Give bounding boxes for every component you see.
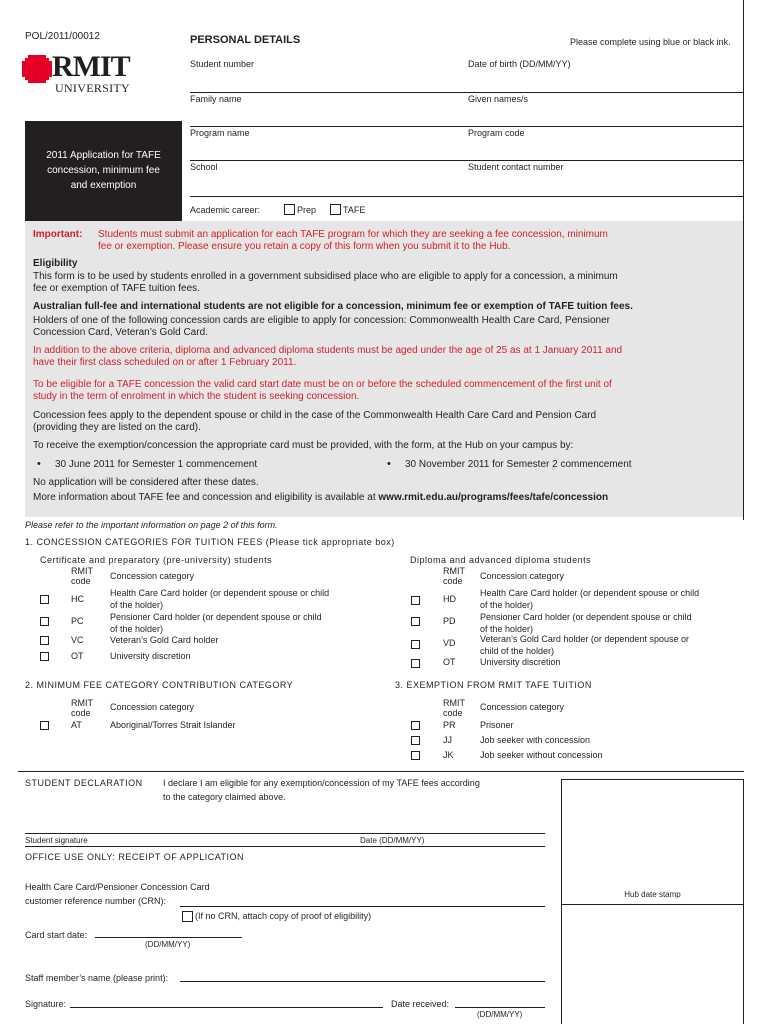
category-description — [480, 633, 689, 657]
category-description: Job seeker with concession — [480, 735, 591, 745]
important-label: Important: — [33, 229, 83, 240]
category-line: of the holder) — [110, 600, 164, 610]
program-name-label: Program name — [190, 128, 250, 138]
pr-checkbox[interactable] — [411, 721, 420, 730]
category-line: of the holder) — [480, 624, 534, 634]
diploma-subheading: Diploma and advanced diploma students — [410, 555, 592, 565]
category-description: Job seeker without concession — [480, 750, 603, 760]
category-code: AT — [71, 720, 82, 730]
signature-line[interactable] — [25, 833, 545, 834]
jj-checkbox[interactable] — [411, 736, 420, 745]
category-description: Veteran’s Gold Card holder — [110, 635, 219, 645]
declaration-date-label: Date (DD/MM/YY) — [360, 836, 425, 845]
certificate-subheading: Certificate and preparatory (pre-university) students — [40, 555, 273, 565]
category-line: of the holder) — [110, 624, 164, 634]
hub-date-stamp-box — [561, 779, 744, 1024]
category-line: Health Care Card holder (or dependent spouse or child — [480, 588, 700, 598]
card-date-text: study in the term of enrolment in which the student is seeking concession. — [33, 391, 360, 402]
crn-input-line[interactable] — [180, 906, 545, 907]
hub-date-stamp-label: Hub date stamp — [624, 890, 681, 899]
jk-checkbox[interactable] — [411, 751, 420, 760]
form-code: POL/2011/00012 — [25, 31, 100, 42]
office-use-heading: OFFICE USE ONLY: RECEIPT OF APPLICATION — [25, 852, 245, 862]
program-code-label: Program code — [468, 128, 525, 138]
bullet-icon: • — [37, 458, 41, 470]
logo-wordmark: RMIT — [52, 50, 130, 83]
no-crn-label: (If no CRN, attach copy of proof of eligibility) — [195, 911, 372, 921]
code-header-line: code — [71, 708, 91, 718]
declaration-text: I declare I am eligible for any exemption/concession of my TAFE fees according — [163, 778, 480, 788]
category-code: HD — [443, 594, 456, 604]
bullet-icon: • — [387, 458, 391, 470]
category-code: JJ — [443, 735, 452, 745]
section-3-heading: 3. EXEMPTION FROM RMIT TAFE TUITION — [395, 680, 592, 690]
row-rule — [190, 126, 743, 127]
code-column-header — [71, 566, 93, 586]
category-column-header: Concession category — [110, 571, 195, 581]
eligibility-text: fee or exemption of TAFE tuition fees. — [33, 283, 200, 294]
page-frame-rule — [743, 0, 744, 520]
section-divider — [25, 846, 545, 847]
staff-signature-label: Signature: — [25, 999, 67, 1009]
category-column-header: Concession category — [110, 702, 195, 712]
card-start-input-line[interactable] — [95, 937, 242, 938]
vc-checkbox[interactable] — [40, 636, 49, 645]
code-header-line: RMIT — [443, 698, 465, 708]
row-rule — [190, 160, 743, 161]
staff-name-label: Staff member’s name (please print): — [25, 973, 169, 983]
student-number-label: Student number — [190, 59, 255, 69]
logo-subtitle: UNIVERSITY — [55, 81, 130, 95]
category-description: University discretion — [480, 657, 561, 667]
dependent-text: Concession fees apply to the dependent spouse or child in the case of the Commonwealth Health Care Card and Pension Card — [33, 410, 597, 421]
code-column-header — [71, 698, 93, 718]
prep-checkbox[interactable] — [284, 204, 295, 215]
pd-checkbox[interactable] — [411, 617, 420, 626]
code-column-header — [443, 566, 465, 586]
eligibility-text: Holders of one of the following concession cards are eligible to apply for concession: Commonwealth Health Care Card, Pensioner — [33, 315, 610, 326]
concession-info-link[interactable]: www.rmit.edu.au/programs/fees/tafe/concession — [378, 492, 609, 503]
eligibility-text: This form is to be used by students enrolled in a government subsidised place who are eligible to apply for a concession, a minimum — [33, 271, 618, 282]
category-code: PR — [443, 720, 456, 730]
deadline-semester-1: 30 June 2011 for Semester 1 commencement — [55, 459, 258, 470]
category-code: OT — [443, 657, 456, 667]
no-late-applications: No application will be considered after these dates. — [33, 477, 259, 488]
eligibility-text: Concession Card, Veteran’s Gold Card. — [33, 327, 208, 338]
code-header-line: code — [443, 576, 463, 586]
section-2-heading: 2. MINIMUM FEE CATEGORY CONTRIBUTION CATEGORY — [25, 680, 294, 690]
category-code: OT — [71, 651, 84, 661]
important-text: fee or exemption. Please ensure you retain a copy of this form when you submit it to the Hub. — [98, 241, 511, 252]
rmit-logo — [22, 52, 142, 97]
family-name-label: Family name — [190, 94, 242, 104]
date-received-label: Date received: — [391, 999, 450, 1009]
category-line: child of the holder) — [480, 646, 555, 656]
ink-instruction: Please complete using blue or black ink. — [570, 37, 731, 47]
code-header-line: RMIT — [71, 566, 93, 576]
card-start-format: (DD/MM/YY) — [145, 940, 191, 949]
crn-label: Health Care Card/Pensioner Concession Card — [25, 882, 210, 892]
dob-label: Date of birth (DD/MM/YY) — [468, 59, 571, 69]
personal-details-heading: PERSONAL DETAILS — [190, 34, 301, 46]
dependent-text: (providing they are listed on the card). — [33, 422, 201, 433]
form-title-line: 2011 Application for TAFE — [46, 150, 161, 161]
category-description — [480, 611, 692, 635]
row-rule — [190, 92, 743, 93]
not-eligible-notice: Australian full-fee and international students are not eligible for a concession, minimum fee or exemption of TAFE tuition fees. — [33, 301, 633, 312]
category-code: VD — [443, 638, 456, 648]
category-column-header: Concession category — [480, 571, 565, 581]
form-title-line: concession, minimum fee — [47, 165, 160, 176]
category-code: HC — [71, 594, 84, 604]
date-received-line[interactable] — [455, 1007, 545, 1008]
category-description: University discretion — [110, 651, 191, 661]
category-column-header: Concession category — [480, 702, 565, 712]
category-code: VC — [71, 635, 84, 645]
category-description — [480, 587, 699, 611]
code-header-line: code — [71, 576, 91, 586]
ot-diploma-checkbox[interactable] — [411, 659, 420, 668]
age-criteria-text: In addition to the above criteria, diploma and advanced diploma students must be aged under the age of 25 as at 1 January 2011 and — [33, 345, 623, 356]
code-column-header — [443, 698, 465, 718]
given-names-label: Given names/s — [468, 94, 529, 104]
category-line: Veteran’s Gold Card holder (or dependent spouse or — [480, 634, 689, 644]
deadline-semester-2: 30 November 2011 for Semester 2 commencement — [405, 459, 632, 470]
academic-career-label: Academic career: — [190, 205, 261, 215]
hd-checkbox[interactable] — [411, 596, 420, 605]
age-criteria-text: have their first class scheduled on or after 1 February 2011. — [33, 357, 297, 368]
section-divider — [18, 771, 744, 772]
important-text: Students must submit an application for each TAFE program for which they are seeking a fee concession, minimum — [98, 229, 608, 240]
category-line: Pensioner Card holder (or dependent spouse or child — [480, 612, 692, 622]
declaration-heading: STUDENT DECLARATION — [25, 778, 143, 788]
category-line: of the holder) — [480, 600, 534, 610]
category-code: PD — [443, 616, 456, 626]
section-1-heading: 1. CONCESSION CATEGORIES FOR TUITION FEES (Please tick appropriate box) — [25, 537, 395, 547]
vd-checkbox[interactable] — [411, 640, 420, 649]
hc-checkbox[interactable] — [40, 595, 49, 604]
contact-number-label: Student contact number — [468, 162, 564, 172]
more-info-prefix: More information about TAFE fee and concession and eligibility is available at — [33, 492, 379, 503]
category-description — [110, 611, 322, 635]
form-title-line: and exemption — [70, 180, 137, 191]
no-crn-checkbox[interactable] — [182, 911, 193, 922]
pc-checkbox[interactable] — [40, 617, 49, 626]
category-code: JK — [443, 750, 454, 760]
tafe-label: TAFE — [343, 205, 366, 215]
category-description: Prisoner — [480, 720, 514, 730]
deadline-intro: To receive the exemption/concession the appropriate card must be provided, with the form, at the Hub on your campus by: — [33, 440, 574, 451]
ot-checkbox[interactable] — [40, 652, 49, 661]
school-label: School — [190, 162, 218, 172]
form-title-box — [25, 121, 182, 221]
category-description — [110, 587, 329, 611]
refer-page-2-note: Please refer to the important information on page 2 of this form. — [25, 520, 278, 530]
tafe-checkbox[interactable] — [330, 204, 341, 215]
information-panel — [25, 221, 743, 517]
code-header-line: RMIT — [443, 566, 465, 576]
declaration-text: to the category claimed above. — [163, 792, 286, 802]
staff-signature-line[interactable] — [70, 1007, 383, 1008]
rmit-pixel-mark-icon — [22, 55, 52, 83]
more-info-text — [33, 492, 608, 503]
code-header-line: code — [443, 708, 463, 718]
crn-label: customer reference number (CRN): — [25, 896, 167, 906]
category-line: Health Care Card holder (or dependent spouse or child — [110, 588, 330, 598]
stamp-box-divider — [562, 904, 743, 905]
code-header-line: RMIT — [71, 698, 93, 708]
card-start-label: Card start date: — [25, 930, 88, 940]
date-received-format: (DD/MM/YY) — [477, 1010, 523, 1019]
prep-label: Prep — [297, 205, 317, 215]
eligibility-heading: Eligibility — [33, 258, 78, 269]
student-signature-label: Student signature — [25, 836, 88, 845]
category-code: PC — [71, 616, 84, 626]
card-date-text: To be eligible for a TAFE concession the valid card start date must be on or before the scheduled commencement of the first unit of — [33, 379, 612, 390]
staff-name-input-line[interactable] — [180, 981, 545, 982]
at-checkbox[interactable] — [40, 721, 49, 730]
category-description: Aboriginal/Torres Strait Islander — [110, 720, 236, 730]
row-rule — [190, 196, 743, 197]
category-line: Pensioner Card holder (or dependent spouse or child — [110, 612, 322, 622]
